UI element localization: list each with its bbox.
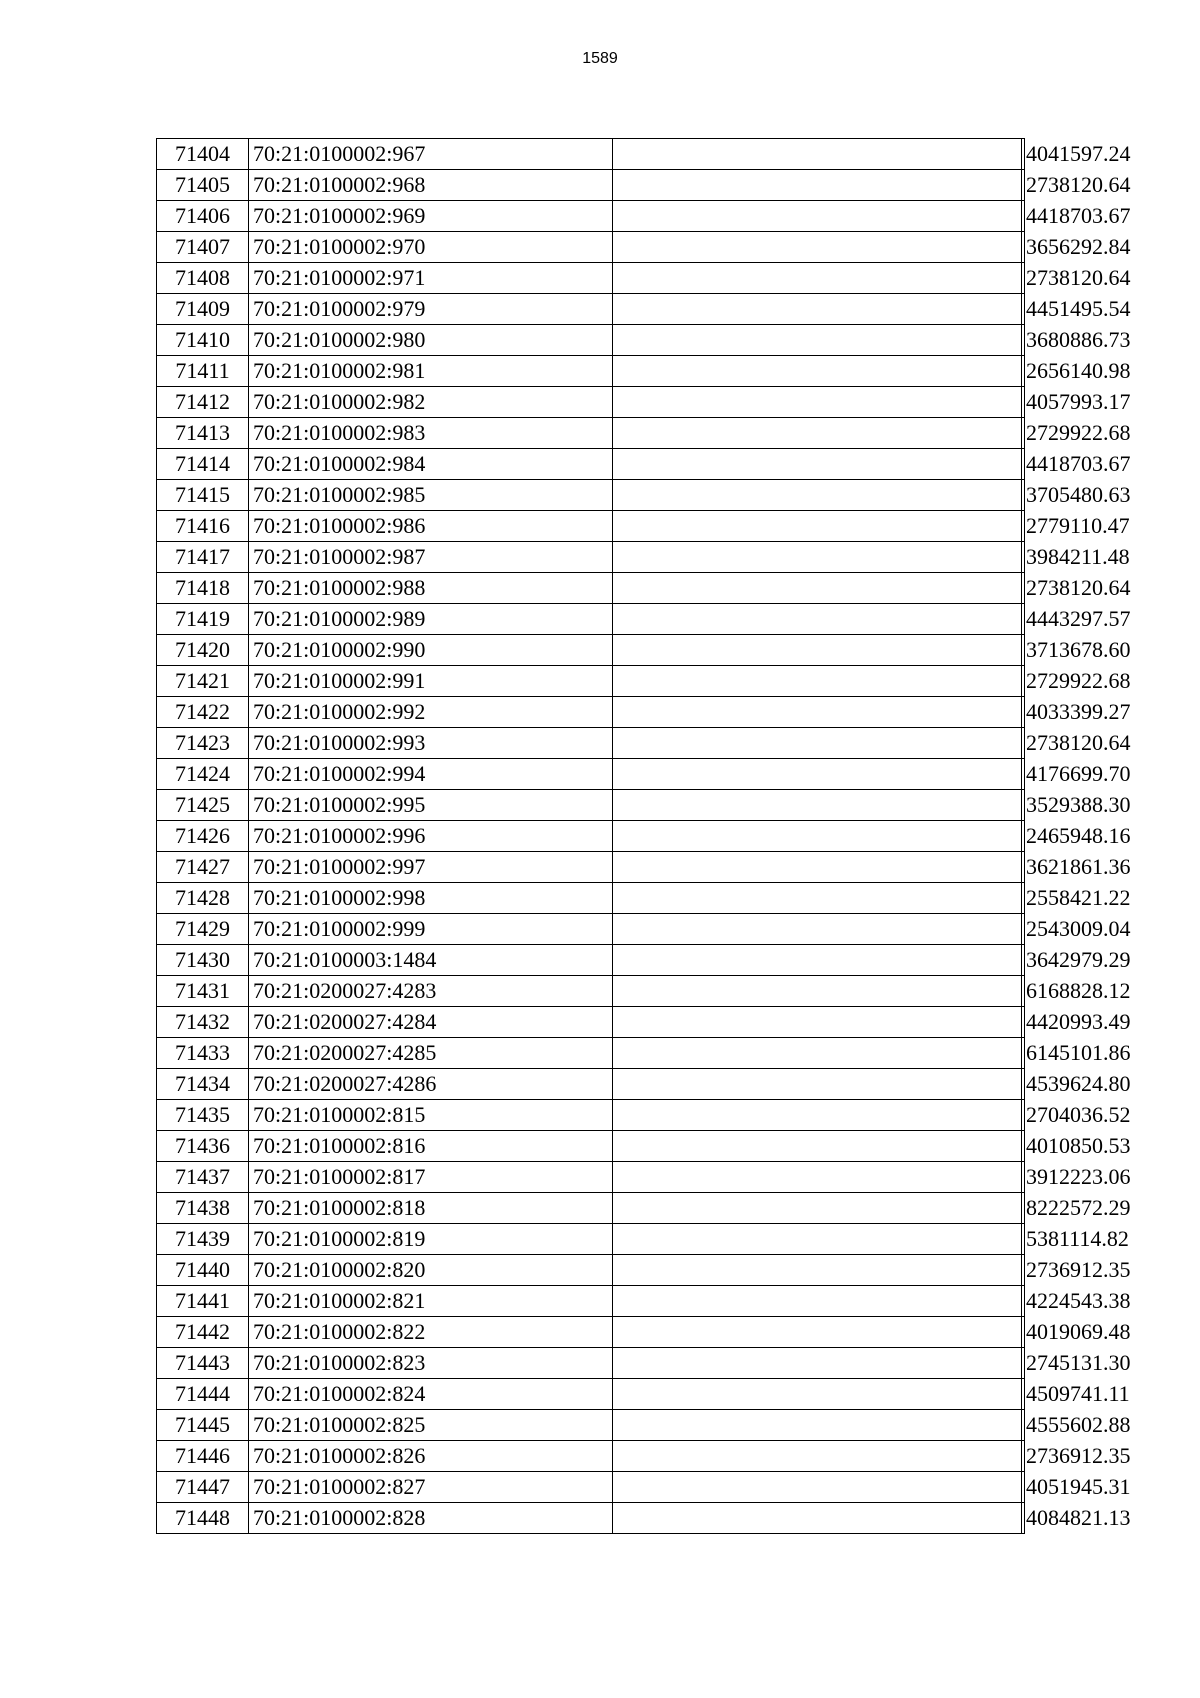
empty-cell — [613, 139, 1022, 170]
table-row — [157, 914, 1025, 945]
empty-cell — [613, 1255, 1022, 1286]
table-row — [157, 1379, 1025, 1410]
table-row — [157, 1348, 1025, 1379]
cadastral-value-cell: 4041597.24 — [1022, 139, 1025, 170]
cadastral-number-cell: 70:21:0100002:969 — [249, 201, 613, 232]
cadastral-number-cell: 70:21:0100002:821 — [249, 1286, 613, 1317]
cadastral-value-cell: 4051945.31 — [1022, 1472, 1025, 1503]
table-row — [157, 325, 1025, 356]
cadastral-value-cell: 2656140.98 — [1022, 356, 1025, 387]
cadastral-number-cell: 70:21:0100002:815 — [249, 1100, 613, 1131]
table-row — [157, 1441, 1025, 1472]
table-row — [157, 387, 1025, 418]
table-row — [157, 1100, 1025, 1131]
row-number-cell: 71428 — [157, 883, 249, 914]
cadastral-number-cell: 70:21:0100002:996 — [249, 821, 613, 852]
empty-cell — [613, 356, 1022, 387]
empty-cell — [613, 697, 1022, 728]
row-number-cell: 71429 — [157, 914, 249, 945]
cadastral-number-cell: 70:21:0100002:819 — [249, 1224, 613, 1255]
cadastral-number-cell: 70:21:0100002:982 — [249, 387, 613, 418]
cadastral-value-cell: 4176699.70 — [1022, 759, 1025, 790]
row-number-cell: 71425 — [157, 790, 249, 821]
row-number-cell: 71426 — [157, 821, 249, 852]
cadastral-number-cell: 70:21:0100002:822 — [249, 1317, 613, 1348]
table-row — [157, 1069, 1025, 1100]
row-number-cell: 71418 — [157, 573, 249, 604]
row-number-cell: 71420 — [157, 635, 249, 666]
table-row — [157, 263, 1025, 294]
cadastral-number-cell: 70:21:0100002:967 — [249, 139, 613, 170]
empty-cell — [613, 914, 1022, 945]
cadastral-number-cell: 70:21:0100002:997 — [249, 852, 613, 883]
cadastral-number-cell: 70:21:0100002:993 — [249, 728, 613, 759]
cadastral-value-cell: 2465948.16 — [1022, 821, 1025, 852]
page-number: 1589 — [582, 50, 618, 67]
cadastral-number-cell: 70:21:0100002:983 — [249, 418, 613, 449]
row-number-cell: 71410 — [157, 325, 249, 356]
table-row — [157, 821, 1025, 852]
cadastral-value-cell: 2779110.47 — [1022, 511, 1025, 542]
row-number-cell: 71424 — [157, 759, 249, 790]
cadastral-number-cell: 70:21:0100002:991 — [249, 666, 613, 697]
empty-cell — [613, 573, 1022, 604]
table-row — [157, 945, 1025, 976]
cadastral-value-cell: 2736912.35 — [1022, 1255, 1025, 1286]
cadastral-number-cell: 70:21:0100002:984 — [249, 449, 613, 480]
empty-cell — [613, 945, 1022, 976]
row-number-cell: 71437 — [157, 1162, 249, 1193]
empty-cell — [613, 418, 1022, 449]
empty-cell — [613, 294, 1022, 325]
table-row — [157, 1286, 1025, 1317]
row-number-cell: 71430 — [157, 945, 249, 976]
cadastral-number-cell: 70:21:0100002:824 — [249, 1379, 613, 1410]
empty-cell — [613, 449, 1022, 480]
table-row — [157, 542, 1025, 573]
table-row — [157, 449, 1025, 480]
cadastral-value-cell: 4019069.48 — [1022, 1317, 1025, 1348]
cadastral-value-cell: 3912223.06 — [1022, 1162, 1025, 1193]
cadastral-value-cell: 2558421.22 — [1022, 883, 1025, 914]
cadastral-number-cell: 70:21:0100002:988 — [249, 573, 613, 604]
empty-cell — [613, 263, 1022, 294]
table-row — [157, 1038, 1025, 1069]
empty-cell — [613, 1224, 1022, 1255]
table-row — [157, 1472, 1025, 1503]
table-row — [157, 1131, 1025, 1162]
empty-cell — [613, 511, 1022, 542]
cadastral-value-cell: 4420993.49 — [1022, 1007, 1025, 1038]
cadastral-number-cell: 70:21:0100002:968 — [249, 170, 613, 201]
cadastral-number-cell: 70:21:0100002:979 — [249, 294, 613, 325]
table-row — [157, 1193, 1025, 1224]
cadastral-value-cell: 4224543.38 — [1022, 1286, 1025, 1317]
row-number-cell: 71421 — [157, 666, 249, 697]
cadastral-number-cell: 70:21:0100002:980 — [249, 325, 613, 356]
table-row — [157, 232, 1025, 263]
cadastral-value-cell: 3713678.60 — [1022, 635, 1025, 666]
cadastral-number-cell: 70:21:0100002:985 — [249, 480, 613, 511]
table-row — [157, 1317, 1025, 1348]
table-body — [157, 139, 1131, 1534]
table-row — [157, 294, 1025, 325]
cadastral-number-cell: 70:21:0100002:999 — [249, 914, 613, 945]
table-row — [157, 139, 1025, 170]
table-row — [157, 759, 1025, 790]
empty-cell — [613, 1038, 1022, 1069]
row-number-cell: 71441 — [157, 1286, 249, 1317]
row-number-cell: 71409 — [157, 294, 249, 325]
row-number-cell: 71431 — [157, 976, 249, 1007]
cadastral-number-cell: 70:21:0100002:981 — [249, 356, 613, 387]
cadastral-number-cell: 70:21:0100002:820 — [249, 1255, 613, 1286]
empty-cell — [613, 325, 1022, 356]
cadastral-value-cell: 2729922.68 — [1022, 418, 1025, 449]
row-number-cell: 71412 — [157, 387, 249, 418]
cadastral-value-cell: 6168828.12 — [1022, 976, 1025, 1007]
row-number-cell: 71434 — [157, 1069, 249, 1100]
cadastral-number-cell: 70:21:0100002:986 — [249, 511, 613, 542]
empty-cell — [613, 1007, 1022, 1038]
table-row — [157, 1162, 1025, 1193]
row-number-cell: 71445 — [157, 1410, 249, 1441]
table-row — [157, 418, 1025, 449]
cadastral-value-cell: 2543009.04 — [1022, 914, 1025, 945]
table-row — [157, 976, 1025, 1007]
table-row — [157, 666, 1025, 697]
table-row — [157, 883, 1025, 914]
cadastral-number-cell: 70:21:0100002:994 — [249, 759, 613, 790]
empty-cell — [613, 1131, 1022, 1162]
cadastral-value-cell: 2745131.30 — [1022, 1348, 1025, 1379]
table-row — [157, 1007, 1025, 1038]
row-number-cell: 71446 — [157, 1441, 249, 1472]
cadastral-value-cell: 4443297.57 — [1022, 604, 1025, 635]
empty-cell — [613, 604, 1022, 635]
cadastral-value-cell: 4418703.67 — [1022, 201, 1025, 232]
empty-cell — [613, 1286, 1022, 1317]
cadastral-number-cell: 70:21:0200027:4286 — [249, 1069, 613, 1100]
table-row — [157, 511, 1025, 542]
empty-cell — [613, 1317, 1022, 1348]
cadastral-value-cell: 2738120.64 — [1022, 263, 1025, 294]
cadastral-value-cell: 2738120.64 — [1022, 728, 1025, 759]
cadastral-number-cell: 70:21:0200027:4283 — [249, 976, 613, 1007]
cadastral-number-cell: 70:21:0100002:826 — [249, 1441, 613, 1472]
cadastral-number-cell: 70:21:0100002:817 — [249, 1162, 613, 1193]
cadastral-value-cell: 2736912.35 — [1022, 1441, 1025, 1472]
table-row — [157, 1503, 1025, 1534]
row-number-cell: 71422 — [157, 697, 249, 728]
empty-cell — [613, 635, 1022, 666]
empty-cell — [613, 387, 1022, 418]
row-number-cell: 71440 — [157, 1255, 249, 1286]
empty-cell — [613, 1193, 1022, 1224]
cadastral-number-cell: 70:21:0200027:4284 — [249, 1007, 613, 1038]
empty-cell — [613, 1410, 1022, 1441]
cadastral-number-cell: 70:21:0100002:827 — [249, 1472, 613, 1503]
cadastral-number-cell: 70:21:0100002:828 — [249, 1503, 613, 1534]
cadastral-value-cell: 4451495.54 — [1022, 294, 1025, 325]
empty-cell — [613, 821, 1022, 852]
table-row — [157, 604, 1025, 635]
cadastral-number-cell: 70:21:0200027:4285 — [249, 1038, 613, 1069]
row-number-cell: 71438 — [157, 1193, 249, 1224]
row-number-cell: 71442 — [157, 1317, 249, 1348]
empty-cell — [613, 480, 1022, 511]
empty-cell — [613, 883, 1022, 914]
cadastral-number-cell: 70:21:0100002:992 — [249, 697, 613, 728]
row-number-cell: 71411 — [157, 356, 249, 387]
row-number-cell: 71414 — [157, 449, 249, 480]
empty-cell — [613, 1069, 1022, 1100]
cadastral-value-cell: 4509741.11 — [1022, 1379, 1025, 1410]
row-number-cell: 71404 — [157, 139, 249, 170]
row-number-cell: 71436 — [157, 1131, 249, 1162]
table-row — [157, 573, 1025, 604]
row-number-cell: 71408 — [157, 263, 249, 294]
row-number-cell: 71416 — [157, 511, 249, 542]
cadastral-number-cell: 70:21:0100002:816 — [249, 1131, 613, 1162]
empty-cell — [613, 1379, 1022, 1410]
cadastral-value-table — [156, 138, 1131, 1534]
row-number-cell: 71423 — [157, 728, 249, 759]
cadastral-value-cell: 4418703.67 — [1022, 449, 1025, 480]
cadastral-value-cell: 3680886.73 — [1022, 325, 1025, 356]
row-number-cell: 71406 — [157, 201, 249, 232]
row-number-cell: 71407 — [157, 232, 249, 263]
empty-cell — [613, 542, 1022, 573]
empty-cell — [613, 1472, 1022, 1503]
cadastral-value-cell: 3984211.48 — [1022, 542, 1025, 573]
cadastral-value-cell: 3656292.84 — [1022, 232, 1025, 263]
table-row — [157, 1224, 1025, 1255]
cadastral-value-cell: 4057993.17 — [1022, 387, 1025, 418]
table-row — [157, 852, 1025, 883]
table-row — [157, 697, 1025, 728]
cadastral-number-cell: 70:21:0100002:823 — [249, 1348, 613, 1379]
cadastral-value-cell: 4033399.27 — [1022, 697, 1025, 728]
table-row — [157, 790, 1025, 821]
row-number-cell: 71435 — [157, 1100, 249, 1131]
empty-cell — [613, 790, 1022, 821]
cadastral-value-cell: 2738120.64 — [1022, 170, 1025, 201]
cadastral-number-cell: 70:21:0100002:818 — [249, 1193, 613, 1224]
table-row — [157, 1410, 1025, 1441]
empty-cell — [613, 759, 1022, 790]
cadastral-value-cell: 3529388.30 — [1022, 790, 1025, 821]
empty-cell — [613, 1348, 1022, 1379]
cadastral-value-cell: 4010850.53 — [1022, 1131, 1025, 1162]
cadastral-value-cell: 8222572.29 — [1022, 1193, 1025, 1224]
row-number-cell: 71443 — [157, 1348, 249, 1379]
cadastral-value-cell: 4539624.80 — [1022, 1069, 1025, 1100]
row-number-cell: 71427 — [157, 852, 249, 883]
cadastral-number-cell: 70:21:0100002:995 — [249, 790, 613, 821]
empty-cell — [613, 1100, 1022, 1131]
table-row — [157, 201, 1025, 232]
cadastral-number-cell: 70:21:0100002:970 — [249, 232, 613, 263]
table-row — [157, 356, 1025, 387]
row-number-cell: 71444 — [157, 1379, 249, 1410]
cadastral-number-cell: 70:21:0100002:825 — [249, 1410, 613, 1441]
cadastral-value-cell: 2704036.52 — [1022, 1100, 1025, 1131]
cadastral-value-cell: 3705480.63 — [1022, 480, 1025, 511]
empty-cell — [613, 1162, 1022, 1193]
cadastral-value-cell: 6145101.86 — [1022, 1038, 1025, 1069]
row-number-cell: 71439 — [157, 1224, 249, 1255]
cadastral-value-cell: 4084821.13 — [1022, 1503, 1025, 1534]
row-number-cell: 71417 — [157, 542, 249, 573]
cadastral-value-cell: 4555602.88 — [1022, 1410, 1025, 1441]
empty-cell — [613, 1441, 1022, 1472]
row-number-cell: 71448 — [157, 1503, 249, 1534]
cadastral-value-cell: 2729922.68 — [1022, 666, 1025, 697]
empty-cell — [613, 976, 1022, 1007]
cadastral-number-cell: 70:21:0100002:987 — [249, 542, 613, 573]
cadastral-number-cell: 70:21:0100002:971 — [249, 263, 613, 294]
empty-cell — [613, 232, 1022, 263]
row-number-cell: 71433 — [157, 1038, 249, 1069]
table-row — [157, 1255, 1025, 1286]
empty-cell — [613, 728, 1022, 759]
table-row — [157, 480, 1025, 511]
cadastral-number-cell: 70:21:0100002:990 — [249, 635, 613, 666]
row-number-cell: 71413 — [157, 418, 249, 449]
cadastral-value-cell: 3621861.36 — [1022, 852, 1025, 883]
cadastral-value-cell: 2738120.64 — [1022, 573, 1025, 604]
empty-cell — [613, 201, 1022, 232]
empty-cell — [613, 852, 1022, 883]
row-number-cell: 71419 — [157, 604, 249, 635]
cadastral-number-cell: 70:21:0100002:989 — [249, 604, 613, 635]
empty-cell — [613, 170, 1022, 201]
cadastral-number-cell: 70:21:0100003:1484 — [249, 945, 613, 976]
row-number-cell: 71405 — [157, 170, 249, 201]
row-number-cell: 71415 — [157, 480, 249, 511]
cadastral-number-cell: 70:21:0100002:998 — [249, 883, 613, 914]
row-number-cell: 71432 — [157, 1007, 249, 1038]
table-row — [157, 635, 1025, 666]
table-row — [157, 728, 1025, 759]
cadastral-value-cell: 3642979.29 — [1022, 945, 1025, 976]
empty-cell — [613, 1503, 1022, 1534]
table-row — [157, 170, 1025, 201]
cadastral-value-cell: 5381114.82 — [1022, 1224, 1025, 1255]
empty-cell — [613, 666, 1022, 697]
row-number-cell: 71447 — [157, 1472, 249, 1503]
